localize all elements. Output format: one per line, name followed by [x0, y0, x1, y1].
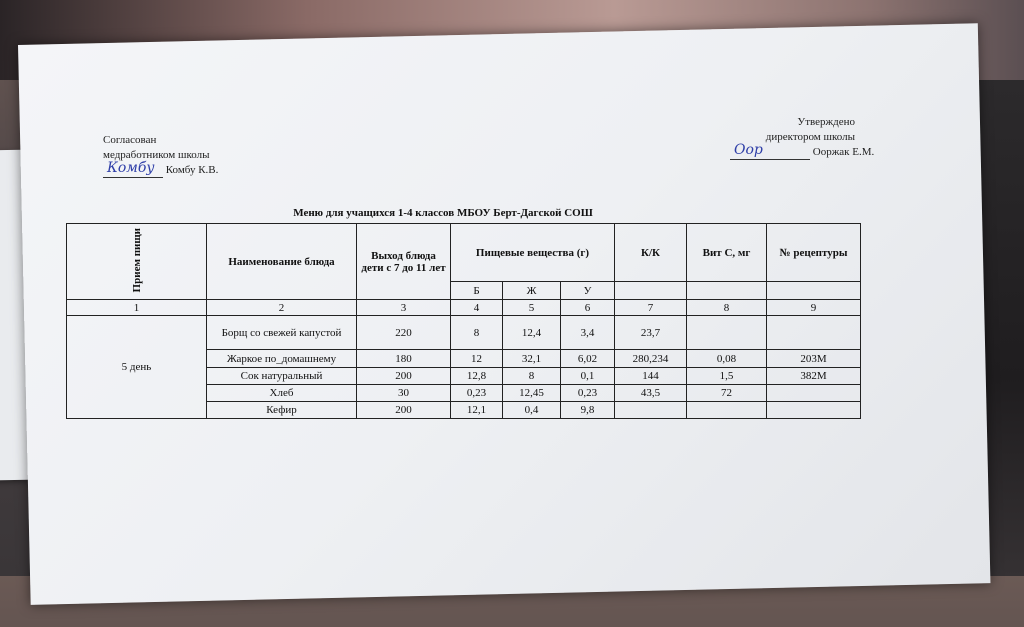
carb-cell: 0,1: [561, 368, 615, 385]
header-yield: Выход блюда дети с 7 до 11 лет: [357, 224, 451, 300]
kcal-cell: 280,234: [615, 350, 687, 368]
approval-left: [103, 133, 218, 178]
kcal-cell: 23,7: [615, 316, 687, 350]
signature-line-left: [103, 160, 163, 178]
signature-right: Оор: [734, 142, 763, 158]
dish-cell: Хлеб: [207, 385, 357, 402]
kcal-cell: 43,5: [615, 385, 687, 402]
column-number: 5: [503, 300, 561, 316]
column-number: 1: [67, 300, 207, 316]
protein-cell: 0,23: [451, 385, 503, 402]
column-numbers-row: [67, 300, 861, 316]
fat-cell: 12,4: [503, 316, 561, 350]
column-number: 4: [451, 300, 503, 316]
approval-left-signature-row: [103, 160, 219, 178]
column-number: 2: [207, 300, 357, 316]
column-number: 7: [615, 300, 687, 316]
carb-cell: 6,02: [561, 350, 615, 368]
signature-left: Комбу: [107, 160, 155, 176]
approval-right-signature-row: [730, 142, 875, 160]
yield-cell: 220: [357, 316, 451, 350]
kcal-cell: [615, 402, 687, 419]
vitc-cell: [687, 402, 767, 419]
approval-right: [730, 115, 875, 160]
column-number: 3: [357, 300, 451, 316]
header-kk: К/К: [615, 224, 687, 282]
vitc-cell: [687, 316, 767, 350]
header-nutrients: Пищевые вещества (г): [451, 224, 615, 282]
dish-cell: Сок натуральный: [207, 368, 357, 385]
dish-cell: Жаркое по_домашнему: [207, 350, 357, 368]
signature-line-right: [730, 142, 810, 160]
fat-cell: 0,4: [503, 402, 561, 419]
recipe-cell: [767, 385, 861, 402]
carb-cell: 9,8: [561, 402, 615, 419]
kcal-cell: 144: [615, 368, 687, 385]
recipe-cell: [767, 402, 861, 419]
protein-cell: 12,1: [451, 402, 503, 419]
carb-cell: 3,4: [561, 316, 615, 350]
fat-cell: 12,45: [503, 385, 561, 402]
carb-cell: 0,23: [561, 385, 615, 402]
recipe-cell: 203М: [767, 350, 861, 368]
yield-cell: 30: [357, 385, 451, 402]
subheader-zh: Ж: [503, 282, 561, 300]
vitc-cell: 1,5: [687, 368, 767, 385]
subheader-empty: [766, 282, 860, 300]
recipe-cell: [767, 316, 861, 350]
approval-left-line2: медработником школы: [103, 149, 210, 161]
column-number: 8: [687, 300, 767, 316]
approval-right-name: Ооржак Е.М.: [812, 146, 875, 158]
vitc-cell: 72: [687, 385, 767, 402]
subheader-u: У: [561, 282, 615, 300]
vitc-cell: 0,08: [687, 350, 767, 368]
fat-cell: 8: [503, 368, 561, 385]
approval-left-line1: Согласован: [103, 134, 157, 146]
document-title: Меню для учащихся 1-4 классов МБОУ Берт-Дагской СОШ: [293, 207, 593, 219]
subheader-b: Б: [451, 282, 503, 300]
dish-cell: Кефир: [207, 402, 357, 419]
yield-cell: 200: [357, 367, 451, 384]
fat-cell: 32,1: [503, 350, 561, 368]
subheader-empty: [615, 282, 687, 300]
yield-cell: 180: [357, 350, 451, 368]
column-number: 6: [561, 300, 615, 316]
header-recipe: № рецептуры: [767, 224, 861, 282]
approval-right-line2: директором школы: [765, 131, 855, 143]
document-sheet: [18, 23, 990, 605]
header-meal: Прием пищи: [67, 224, 207, 300]
dish-cell: Борщ со свежей капустой: [207, 316, 357, 350]
column-number: 9: [766, 300, 860, 316]
table-row: [67, 316, 861, 350]
header-row: [67, 224, 861, 282]
day-cell: 5 день: [67, 316, 207, 419]
recipe-cell: 382М: [767, 368, 861, 385]
menu-table: [66, 223, 861, 419]
approval-right-line1: Утверждено: [797, 116, 855, 128]
subheader-empty: [687, 282, 767, 300]
protein-cell: 12,8: [451, 367, 503, 384]
header-vitc: Вит С, мг: [687, 224, 767, 282]
header-dish: Наименование блюда: [207, 224, 357, 300]
yield-cell: 200: [357, 402, 451, 419]
approval-left-name: Комбу К.В.: [165, 164, 219, 176]
protein-cell: 12: [451, 350, 503, 368]
protein-cell: 8: [451, 316, 503, 350]
